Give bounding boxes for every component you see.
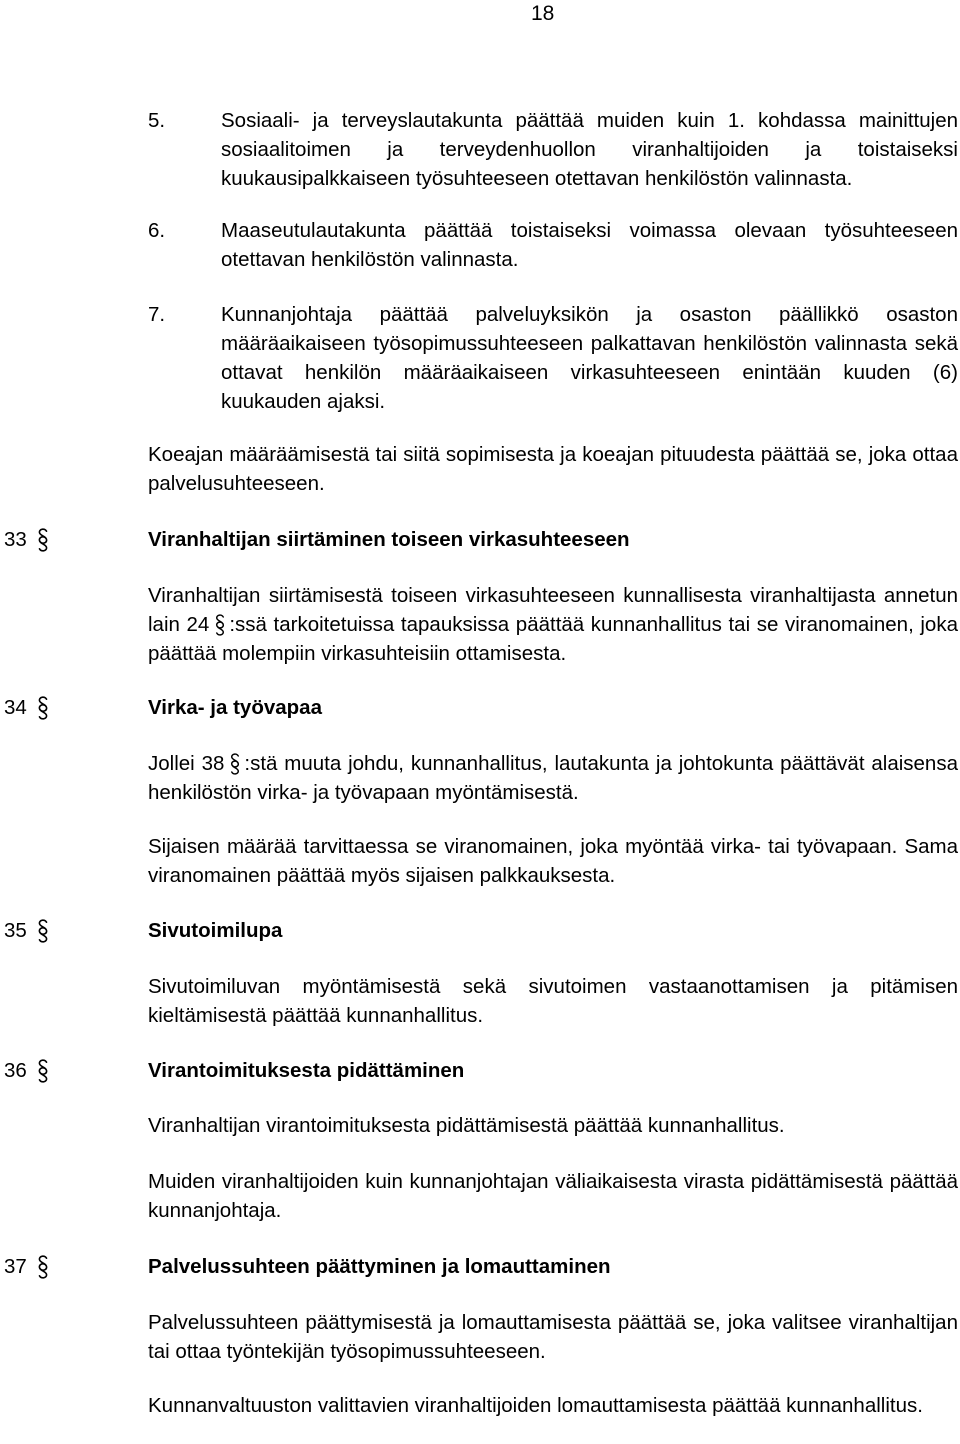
list-item-7 [148, 300, 958, 416]
section-number: 36 [4, 1059, 27, 1082]
section-34-paragraph-2: Sijaisen määrää tarvittaessa se viranomainen, joka myöntää virka- tai työvapaan. Sama viranomainen päättää myös sijaisen palkkauksesta. [148, 835, 958, 887]
section-sign-icon [36, 919, 50, 943]
page-number: 18 [531, 2, 555, 25]
section-sign-icon [36, 1255, 50, 1279]
paragraph-text: :ssä tarkoitetuissa tapauksissa päättää kunnanhallitus tai se viranomainen, joka päättää molempiin virkasuhteisiin ottamisesta. [148, 613, 958, 665]
koeajan-paragraph: Koeajan määräämisestä tai siitä sopimisesta ja koeajan pituudesta päättää se, joka ottaa palvelusuhteeseen. [148, 443, 958, 495]
list-item-text: Sosiaali- ja terveyslautakunta päättää muiden kuin 1. kohdassa mainittujen sosiaalitoimen ja terveydenhuollon viranhaltijoiden ja toistaiseksi kuukausipalkkaiseen työsuhteeseen otettavan henkilöstön valinnasta. [221, 109, 958, 190]
list-item-number: 7. [148, 303, 166, 326]
list-item-5 [148, 106, 958, 193]
list-item-text: Kunnanjohtaja päättää palveluyksikön ja osaston päällikkö osaston määräaikaiseen työsopimussuhteeseen palkattavan henkilöstön valinnasta sekä ottavat henkilön määräaikaiseen virkasuhteeseen enintään kuuden (6) kuukauden ajaksi. [221, 303, 958, 413]
paragraph-text: Jollei 38 [148, 752, 225, 775]
section-sign-icon [228, 753, 242, 775]
section-sign-icon [36, 528, 50, 552]
section-35-paragraph: Sivutoimiluvan myöntämisestä sekä sivutoimen vastaanottamisen ja pitämisen kieltämisestä päättää kunnanhallitus. [148, 975, 958, 1027]
section-sign-icon [36, 696, 50, 720]
section-number: 37 [4, 1255, 27, 1278]
section-37-paragraph-1: Palvelussuhteen päättymisestä ja lomauttamisesta päättää se, joka valitsee viranhaltijan tai ottaa työntekijän työsopimussuhteeseen. [148, 1311, 958, 1363]
section-36-paragraph-1: Viranhaltijan virantoimituksesta pidättämisestä päättää kunnanhallitus. [148, 1114, 785, 1137]
section-title: Sivutoimilupa [148, 919, 283, 942]
section-title: Palvelussuhteen päättyminen ja lomauttaminen [148, 1255, 611, 1278]
section-sign-icon [36, 1059, 50, 1083]
list-item-number: 6. [148, 219, 166, 242]
section-33-paragraph [148, 581, 958, 668]
section-36-paragraph-2: Muiden viranhaltijoiden kuin kunnanjohtajan väliaikaisesta virasta pidättämisestä päättää kunnanjohtaja. [148, 1170, 958, 1222]
list-item-text: Maaseutulautakunta päättää toistaiseksi voimassa olevaan työsuhteeseen otettavan henkilöstön valinnasta. [221, 219, 958, 271]
section-sign-icon [213, 614, 227, 636]
section-34-paragraph-1 [148, 749, 958, 807]
section-number: 35 [4, 919, 27, 942]
section-number: 34 [4, 696, 27, 719]
section-title: Viranhaltijan siirtäminen toiseen virkasuhteeseen [148, 528, 630, 551]
section-title: Virka- ja työvapaa [148, 696, 322, 719]
section-number: 33 [4, 528, 27, 551]
paragraph-text: :stä muuta johdu, kunnanhallitus, lautakunta ja johtokunta päättävät alaisensa henkilöstön virka- ja työvapaan myöntämisestä. [148, 752, 958, 804]
section-title: Virantoimituksesta pidättäminen [148, 1059, 465, 1082]
section-37-paragraph-2: Kunnanvaltuuston valittavien viranhaltijoiden lomauttamisesta päättää kunnanhallitus. [148, 1394, 923, 1417]
list-item-number: 5. [148, 109, 166, 132]
paragraph-text: Viranhaltijan siirtämisestä toiseen virkasuhteeseen kunnallisesta viranhaltijasta annetun lain 24 [148, 584, 958, 636]
list-item-6 [148, 216, 958, 274]
